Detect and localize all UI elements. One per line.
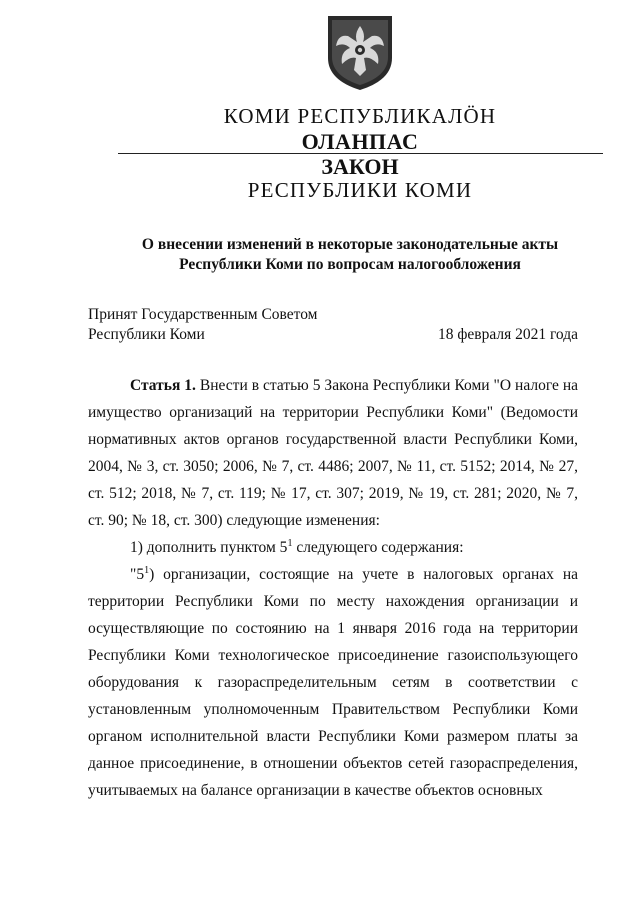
- law-title-line1: О внесении изменений в некоторые законодательные акты: [141, 236, 559, 253]
- adoption-date: 18 февраля 2021 года: [437, 326, 578, 343]
- quote-open: "5: [130, 566, 145, 583]
- header-republic-komi: РЕСПУБЛИКИ КОМИ: [247, 178, 473, 202]
- quote-paragraph: [88, 561, 578, 804]
- adopted-by-line2: Республики Коми: [88, 326, 205, 343]
- law-title: [60, 235, 640, 275]
- point-1-sup: 1: [287, 538, 293, 549]
- article-1-paragraph: [88, 372, 578, 534]
- article-1-heading: Статья 1.: [130, 377, 196, 394]
- point-1-before: 1) дополнить пунктом 5: [130, 539, 288, 556]
- header-olanpas: ОЛАНПАС: [301, 129, 419, 154]
- header-komi-republic: КОМИ РЕСПУБЛИКАЛÖН: [223, 104, 497, 128]
- law-title-line2: Республики Коми по вопросам налогообложения: [179, 256, 521, 273]
- coat-of-arms-emblem-icon: [324, 12, 396, 92]
- point-1-paragraph: [88, 534, 578, 561]
- quote-text: ) организации, состоящие на учете в налоговых органах на территории Республики Коми по месту нахождения организации и осуществляющие по состоянию на 1 января 2016 года на территории Республики Коми технологическое присоединение газоиспользующего оборудования к газораспределительным сетям в соответствии с установленным уполномоченным Правительством Республики Коми органом исполнительной власти Республики Коми размером платы за данное присоединение, в отношении объектов сетей газораспределения, учитываемых на балансе организации в качестве объектов основных: [88, 566, 578, 799]
- header-zakon: ЗАКОН: [321, 154, 399, 179]
- article-1-text: Внести в статью 5 Закона Республики Коми "О налоге на имущество организаций на территории Республики Коми" (Ведомости нормативных актов органов государственной власти Республики Коми, 2004, № 3, ст. 3050; 2006, № 7, ст. 4486; 2007, № 11, ст. 5152; 2014, № 27, ст. 512; 2018, № 7, ст. 119; № 17, ст. 307; 2019, № 19, ст. 281; 2020, № 7, ст. 90; № 18, ст. 300) следующие изменения:: [88, 377, 578, 529]
- law-body: [88, 372, 578, 804]
- point-1-after: следующего содержания:: [292, 539, 464, 556]
- quote-sup: 1: [144, 565, 150, 576]
- adopted-by: [88, 305, 318, 345]
- adopted-by-line1: Принят Государственным Советом: [88, 306, 318, 323]
